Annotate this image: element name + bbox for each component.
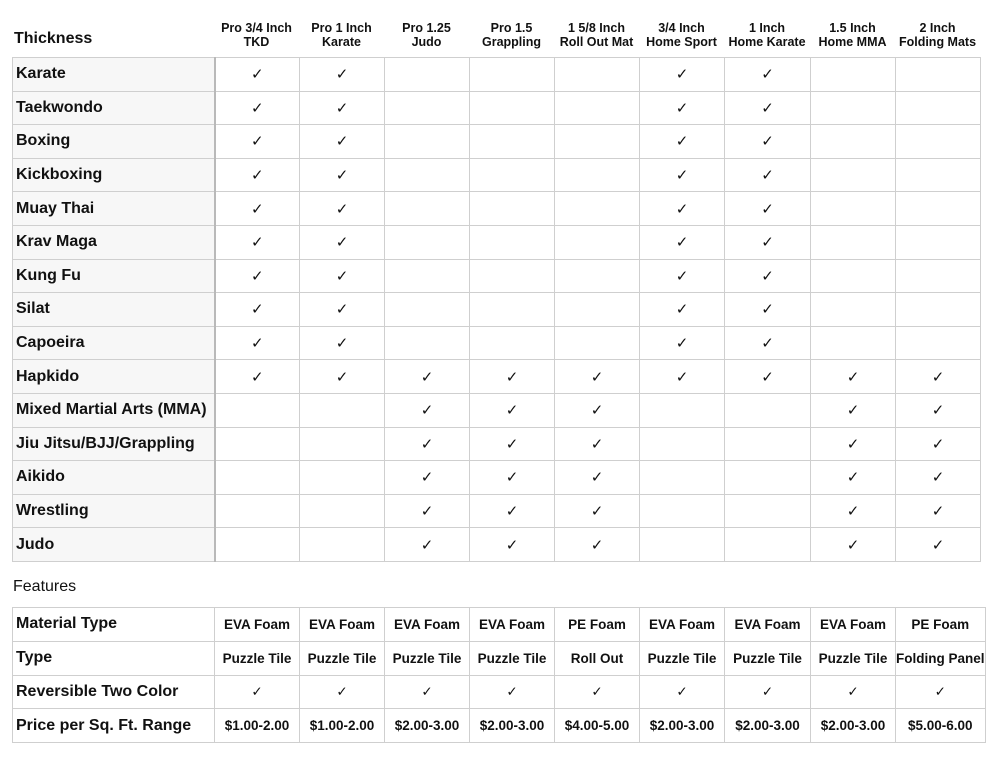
feature-value: Puzzle Tile <box>725 641 811 675</box>
empty-cell <box>896 158 981 192</box>
feature-value: EVA Foam <box>811 608 896 642</box>
check-mark: ✓ <box>385 528 470 562</box>
check-mark: ✓ <box>640 58 725 92</box>
feature-row <box>13 675 986 709</box>
sport-name: Jiu Jitsu/BJJ/Grappling <box>13 427 215 461</box>
empty-cell <box>811 225 896 259</box>
check-mark: ✓ <box>300 360 385 394</box>
feature-name: Type <box>13 641 215 675</box>
sport-name: Capoeira <box>13 326 215 360</box>
empty-cell <box>385 259 470 293</box>
empty-cell <box>470 58 555 92</box>
sport-row <box>13 461 981 495</box>
feature-value: ✓ <box>385 675 470 709</box>
empty-cell <box>555 125 640 159</box>
sport-row <box>13 393 981 427</box>
feature-row <box>13 709 986 743</box>
check-mark: ✓ <box>215 225 300 259</box>
empty-cell <box>215 393 300 427</box>
sport-name: Kung Fu <box>13 259 215 293</box>
check-mark: ✓ <box>640 125 725 159</box>
check-mark: ✓ <box>470 528 555 562</box>
check-mark: ✓ <box>385 393 470 427</box>
check-mark: ✓ <box>470 461 555 495</box>
check-mark: ✓ <box>300 158 385 192</box>
check-mark: ✓ <box>385 360 470 394</box>
check-mark: ✓ <box>896 528 981 562</box>
feature-value: ✓ <box>896 675 986 709</box>
sport-row <box>13 91 981 125</box>
check-mark: ✓ <box>215 293 300 327</box>
sport-name: Mixed Martial Arts (MMA) <box>13 393 215 427</box>
check-mark: ✓ <box>896 461 981 495</box>
column-header-line1: 3/4 Inch <box>658 21 705 35</box>
feature-value: EVA Foam <box>300 608 385 642</box>
column-header-line1: Pro 3/4 Inch <box>221 21 292 35</box>
sport-name: Krav Maga <box>13 225 215 259</box>
empty-cell <box>385 125 470 159</box>
empty-cell <box>300 528 385 562</box>
empty-cell <box>811 293 896 327</box>
feature-value: $4.00-5.00 <box>555 709 640 743</box>
empty-cell <box>215 461 300 495</box>
feature-value: $2.00-3.00 <box>470 709 555 743</box>
sport-name: Boxing <box>13 125 215 159</box>
check-mark: ✓ <box>555 427 640 461</box>
column-header <box>554 21 639 49</box>
check-mark: ✓ <box>300 326 385 360</box>
empty-cell <box>640 393 725 427</box>
check-mark: ✓ <box>215 192 300 226</box>
empty-cell <box>385 158 470 192</box>
feature-value: $1.00-2.00 <box>300 709 385 743</box>
empty-cell <box>385 192 470 226</box>
check-mark: ✓ <box>470 427 555 461</box>
feature-value: Puzzle Tile <box>470 641 555 675</box>
sport-name: Kickboxing <box>13 158 215 192</box>
feature-value: $5.00-6.00 <box>896 709 986 743</box>
feature-value: Puzzle Tile <box>811 641 896 675</box>
feature-value: PE Foam <box>555 608 640 642</box>
check-mark: ✓ <box>896 360 981 394</box>
check-mark: ✓ <box>896 494 981 528</box>
sport-row <box>13 125 981 159</box>
empty-cell <box>896 326 981 360</box>
feature-row <box>13 641 986 675</box>
check-mark: ✓ <box>470 393 555 427</box>
empty-cell <box>555 225 640 259</box>
sport-row <box>13 360 981 394</box>
empty-cell <box>896 58 981 92</box>
sport-row <box>13 225 981 259</box>
column-header <box>810 21 895 49</box>
column-header <box>299 21 384 49</box>
empty-cell <box>896 293 981 327</box>
check-mark: ✓ <box>640 360 725 394</box>
check-mark: ✓ <box>725 91 811 125</box>
feature-value: Puzzle Tile <box>640 641 725 675</box>
check-mark: ✓ <box>640 158 725 192</box>
check-mark: ✓ <box>555 494 640 528</box>
empty-cell <box>470 125 555 159</box>
empty-cell <box>555 192 640 226</box>
feature-value: Folding Panel <box>896 641 986 675</box>
check-mark: ✓ <box>300 225 385 259</box>
empty-cell <box>640 494 725 528</box>
feature-value: EVA Foam <box>640 608 725 642</box>
sport-name: Wrestling <box>13 494 215 528</box>
column-header-line2: Home Sport <box>646 35 717 49</box>
feature-value: ✓ <box>811 675 896 709</box>
empty-cell <box>385 225 470 259</box>
feature-value: Puzzle Tile <box>300 641 385 675</box>
empty-cell <box>470 225 555 259</box>
empty-cell <box>300 427 385 461</box>
sport-row <box>13 528 981 562</box>
column-header-line2: Home MMA <box>818 35 887 49</box>
check-mark: ✓ <box>555 528 640 562</box>
sport-row <box>13 158 981 192</box>
sport-name: Silat <box>13 293 215 327</box>
feature-value: $2.00-3.00 <box>385 709 470 743</box>
check-mark: ✓ <box>300 58 385 92</box>
empty-cell <box>215 427 300 461</box>
feature-name: Material Type <box>13 608 215 642</box>
feature-name: Price per Sq. Ft. Range <box>13 709 215 743</box>
sport-row <box>13 259 981 293</box>
check-mark: ✓ <box>640 259 725 293</box>
empty-cell <box>896 91 981 125</box>
empty-cell <box>215 528 300 562</box>
features-table <box>12 607 986 743</box>
empty-cell <box>555 91 640 125</box>
thickness-heading: Thickness <box>14 30 93 47</box>
sport-name: Judo <box>13 528 215 562</box>
column-header <box>214 21 299 49</box>
feature-value: Roll Out <box>555 641 640 675</box>
check-mark: ✓ <box>640 225 725 259</box>
check-mark: ✓ <box>725 360 811 394</box>
feature-value: $2.00-3.00 <box>725 709 811 743</box>
check-mark: ✓ <box>215 360 300 394</box>
thickness-table <box>12 57 981 562</box>
feature-value: ✓ <box>555 675 640 709</box>
empty-cell <box>811 158 896 192</box>
sport-row <box>13 192 981 226</box>
check-mark: ✓ <box>640 91 725 125</box>
column-header-line2: Folding Mats <box>898 35 977 49</box>
column-header-line2: TKD <box>243 35 270 49</box>
check-mark: ✓ <box>470 494 555 528</box>
feature-row <box>13 608 986 642</box>
column-header-line1: 1.5 Inch <box>829 21 876 35</box>
empty-cell <box>725 427 811 461</box>
column-header <box>384 21 469 49</box>
empty-cell <box>555 259 640 293</box>
feature-value: $2.00-3.00 <box>640 709 725 743</box>
empty-cell <box>725 494 811 528</box>
sport-row <box>13 293 981 327</box>
feature-value: $2.00-3.00 <box>811 709 896 743</box>
check-mark: ✓ <box>300 192 385 226</box>
column-header <box>724 21 810 49</box>
empty-cell <box>300 461 385 495</box>
empty-cell <box>470 192 555 226</box>
feature-value: Puzzle Tile <box>385 641 470 675</box>
empty-cell <box>555 158 640 192</box>
check-mark: ✓ <box>470 360 555 394</box>
empty-cell <box>896 192 981 226</box>
check-mark: ✓ <box>811 528 896 562</box>
feature-value: ✓ <box>470 675 555 709</box>
column-header-line1: 2 Inch <box>919 21 956 35</box>
empty-cell <box>640 427 725 461</box>
empty-cell <box>555 293 640 327</box>
check-mark: ✓ <box>725 293 811 327</box>
check-mark: ✓ <box>725 158 811 192</box>
sport-name: Aikido <box>13 461 215 495</box>
feature-value: EVA Foam <box>385 608 470 642</box>
empty-cell <box>640 528 725 562</box>
empty-cell <box>725 528 811 562</box>
check-mark: ✓ <box>215 125 300 159</box>
empty-cell <box>811 91 896 125</box>
empty-cell <box>385 326 470 360</box>
empty-cell <box>811 125 896 159</box>
empty-cell <box>215 494 300 528</box>
check-mark: ✓ <box>811 427 896 461</box>
column-header-line1: Pro 1.25 <box>402 21 451 35</box>
check-mark: ✓ <box>215 158 300 192</box>
column-header-line1: 1 Inch <box>748 21 786 35</box>
check-mark: ✓ <box>385 427 470 461</box>
check-mark: ✓ <box>300 125 385 159</box>
empty-cell <box>640 461 725 495</box>
check-mark: ✓ <box>725 192 811 226</box>
sport-name: Hapkido <box>13 360 215 394</box>
column-header-line1: Pro 1.5 <box>490 21 533 35</box>
sport-name: Taekwondo <box>13 91 215 125</box>
feature-value: PE Foam <box>896 608 986 642</box>
empty-cell <box>811 259 896 293</box>
column-header-line2: Judo <box>411 35 442 49</box>
empty-cell <box>896 225 981 259</box>
check-mark: ✓ <box>555 461 640 495</box>
check-mark: ✓ <box>811 494 896 528</box>
empty-cell <box>470 158 555 192</box>
check-mark: ✓ <box>725 225 811 259</box>
empty-cell <box>896 125 981 159</box>
empty-cell <box>811 326 896 360</box>
empty-cell <box>725 393 811 427</box>
column-header <box>639 21 724 49</box>
check-mark: ✓ <box>555 360 640 394</box>
column-header-line2: Roll Out Mat <box>559 35 634 49</box>
empty-cell <box>300 494 385 528</box>
feature-value: ✓ <box>215 675 300 709</box>
column-header <box>469 21 554 49</box>
check-mark: ✓ <box>385 494 470 528</box>
feature-value: ✓ <box>725 675 811 709</box>
feature-value: EVA Foam <box>215 608 300 642</box>
feature-value: $1.00-2.00 <box>215 709 300 743</box>
feature-value: EVA Foam <box>725 608 811 642</box>
column-header-line1: Pro 1 Inch <box>311 21 372 35</box>
empty-cell <box>811 58 896 92</box>
column-header <box>895 21 980 49</box>
check-mark: ✓ <box>640 326 725 360</box>
check-mark: ✓ <box>300 91 385 125</box>
empty-cell <box>385 91 470 125</box>
check-mark: ✓ <box>725 259 811 293</box>
sport-row <box>13 494 981 528</box>
check-mark: ✓ <box>811 461 896 495</box>
check-mark: ✓ <box>725 125 811 159</box>
column-header-line2: Grappling <box>481 35 542 49</box>
check-mark: ✓ <box>725 326 811 360</box>
check-mark: ✓ <box>811 360 896 394</box>
empty-cell <box>470 326 555 360</box>
check-mark: ✓ <box>725 58 811 92</box>
empty-cell <box>470 293 555 327</box>
column-header-line2: Karate <box>322 35 361 49</box>
empty-cell <box>811 192 896 226</box>
empty-cell <box>385 293 470 327</box>
features-heading: Features <box>13 578 77 595</box>
sport-row <box>13 326 981 360</box>
feature-value: ✓ <box>640 675 725 709</box>
check-mark: ✓ <box>300 293 385 327</box>
empty-cell <box>470 91 555 125</box>
sport-name: Muay Thai <box>13 192 215 226</box>
sport-name: Karate <box>13 58 215 92</box>
check-mark: ✓ <box>555 393 640 427</box>
feature-value: Puzzle Tile <box>215 641 300 675</box>
check-mark: ✓ <box>300 259 385 293</box>
check-mark: ✓ <box>215 326 300 360</box>
empty-cell <box>300 393 385 427</box>
sport-row <box>13 58 981 92</box>
feature-name: Reversible Two Color <box>13 675 215 709</box>
column-header-line1: 1 5/8 Inch <box>568 21 625 35</box>
check-mark: ✓ <box>215 58 300 92</box>
column-header-line2: Home Karate <box>728 35 806 49</box>
check-mark: ✓ <box>215 259 300 293</box>
check-mark: ✓ <box>896 393 981 427</box>
check-mark: ✓ <box>215 91 300 125</box>
empty-cell <box>555 326 640 360</box>
check-mark: ✓ <box>385 461 470 495</box>
check-mark: ✓ <box>896 427 981 461</box>
empty-cell <box>896 259 981 293</box>
empty-cell <box>725 461 811 495</box>
feature-value: ✓ <box>300 675 385 709</box>
feature-value: EVA Foam <box>470 608 555 642</box>
empty-cell <box>385 58 470 92</box>
check-mark: ✓ <box>640 293 725 327</box>
empty-cell <box>470 259 555 293</box>
check-mark: ✓ <box>640 192 725 226</box>
check-mark: ✓ <box>811 393 896 427</box>
empty-cell <box>555 58 640 92</box>
sport-row <box>13 427 981 461</box>
